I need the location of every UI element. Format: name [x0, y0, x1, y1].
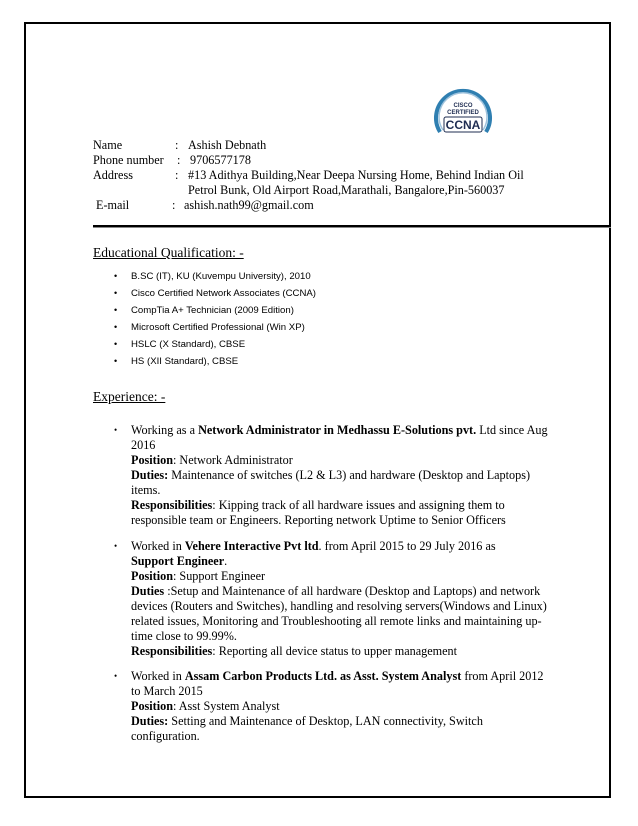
job-dates: Ltd since Aug 2016	[131, 423, 548, 452]
bullet-icon: •	[114, 425, 118, 435]
position-label: Position	[131, 569, 173, 583]
job-intro	[131, 423, 553, 453]
education-heading: Educational Qualification: -	[93, 245, 244, 260]
duties-value: Maintenance of switches (L2 & L3) and hardware (Desktop and Laptops) items.	[131, 468, 531, 497]
email-value[interactable]: ashish.nath99@gmail.com	[184, 198, 314, 212]
experience-heading: Experience: -	[93, 389, 166, 404]
job-responsibilities	[131, 498, 553, 528]
job-intro	[131, 539, 553, 569]
position-label: Position	[131, 699, 173, 713]
experience-item	[93, 669, 553, 744]
responsibilities-label: Responsibilities	[131, 498, 213, 512]
address-line-2: Petrol Bunk, Old Airport Road,Marathali, Bangalore,Pin-560037	[188, 183, 505, 197]
address-separator: :	[175, 168, 179, 182]
education-item	[93, 336, 316, 353]
job-intro-text: Worked in	[131, 539, 185, 553]
bullet-icon: •	[114, 305, 118, 315]
job-company: Vehere Interactive Pvt ltd	[184, 539, 319, 553]
position-value: : Support Engineer	[172, 569, 266, 583]
name-separator: :	[175, 138, 179, 152]
logo-cisco-text: CISCO	[453, 103, 473, 109]
job-intro	[131, 669, 553, 699]
position-label: Position	[131, 453, 173, 467]
logo-certified-text: CERTIFIED	[447, 110, 479, 116]
education-item-text: CompTia A+ Technician (2009 Edition)	[131, 305, 294, 316]
experience-item-body	[93, 539, 553, 659]
job-position	[131, 569, 553, 584]
name-label: Name	[93, 138, 123, 152]
phone-label: Phone number	[93, 153, 164, 167]
job-duties	[131, 584, 553, 644]
education-item	[93, 353, 316, 370]
bullet-icon: •	[114, 356, 118, 366]
duties-label: Duties:	[131, 468, 169, 482]
duties-value: Setting and Maintenance of Desktop, LAN connectivity, Switch configuration.	[131, 714, 483, 743]
email-separator: :	[172, 198, 176, 212]
job-position	[131, 453, 553, 468]
name-value: Ashish Debnath	[188, 138, 267, 152]
experience-item	[93, 423, 553, 528]
education-item-text: Cisco Certified Network Associates (CCNA)	[131, 288, 316, 299]
education-list	[93, 268, 316, 370]
job-position	[131, 699, 553, 714]
bullet-icon: •	[114, 322, 118, 332]
ccna-logo	[430, 82, 496, 148]
bullet-icon: •	[114, 288, 118, 298]
bullet-icon: •	[114, 541, 118, 551]
job-dates: . from April 2015 to 29 July 2016 as	[318, 539, 496, 553]
bullet-icon: •	[114, 271, 118, 281]
education-item	[93, 319, 316, 336]
job-dates: from April 2012 to March 2015	[131, 669, 544, 698]
job-responsibilities	[131, 644, 553, 659]
job-intro-end: .	[224, 554, 228, 568]
email-label: E-mail	[96, 198, 130, 212]
job-intro-text: Working as a	[131, 423, 199, 437]
responsibilities-value: : Kipping track of all hardware issues and assigning them to responsible team or Engineers. Reporting network Uptime to Senior Officers	[131, 498, 506, 527]
education-item	[93, 268, 316, 285]
phone-value: 9706577178	[190, 153, 251, 167]
phone-separator: :	[177, 153, 181, 167]
address-label: Address	[93, 168, 133, 182]
experience-item-body	[93, 669, 553, 744]
address-line-1: #13 Adithya Building,Near Deepa Nursing Home, Behind Indian Oil	[188, 168, 524, 182]
experience-item	[93, 539, 553, 659]
job-title: Network Administrator in Medhassu E-Solutions pvt.	[198, 423, 477, 437]
job-duties	[131, 714, 553, 744]
education-item-text: HSLC (X Standard), CBSE	[131, 339, 246, 350]
bullet-icon: •	[114, 671, 118, 681]
duties-value: :Setup and Maintenance of all hardware (Desktop and Laptops) and network devices (Routers and Switches), handling and resolving servers(Windows and Linux) related issues, Monitoring and Troubleshooting all remote links and maintaining up-time close to 99.99%.	[131, 584, 547, 643]
responsibilities-label: Responsibilities	[131, 644, 213, 658]
education-item	[93, 302, 316, 319]
education-item-text: B.SC (IT), KU (Kuvempu University), 2010	[131, 271, 311, 282]
bullet-icon: •	[114, 339, 118, 349]
education-item	[93, 285, 316, 302]
job-duties	[131, 468, 553, 498]
position-value: : Network Administrator	[172, 453, 293, 467]
job-title: Assam Carbon Products Ltd. as Asst. System Analyst	[184, 669, 462, 683]
header-divider	[93, 225, 611, 227]
logo-ccna-text: CCNA	[445, 118, 481, 132]
job-title: Support Engineer	[131, 554, 225, 568]
duties-label: Duties:	[131, 714, 169, 728]
position-value: : Asst System Analyst	[172, 699, 280, 713]
education-item-text: HS (XII Standard), CBSE	[131, 356, 239, 367]
responsibilities-value: : Reporting all device status to upper management	[212, 644, 457, 658]
duties-label: Duties	[131, 584, 165, 598]
job-intro-text: Worked in	[131, 669, 185, 683]
experience-item-body	[93, 423, 553, 528]
education-item-text: Microsoft Certified Professional (Win XP)	[131, 322, 305, 333]
